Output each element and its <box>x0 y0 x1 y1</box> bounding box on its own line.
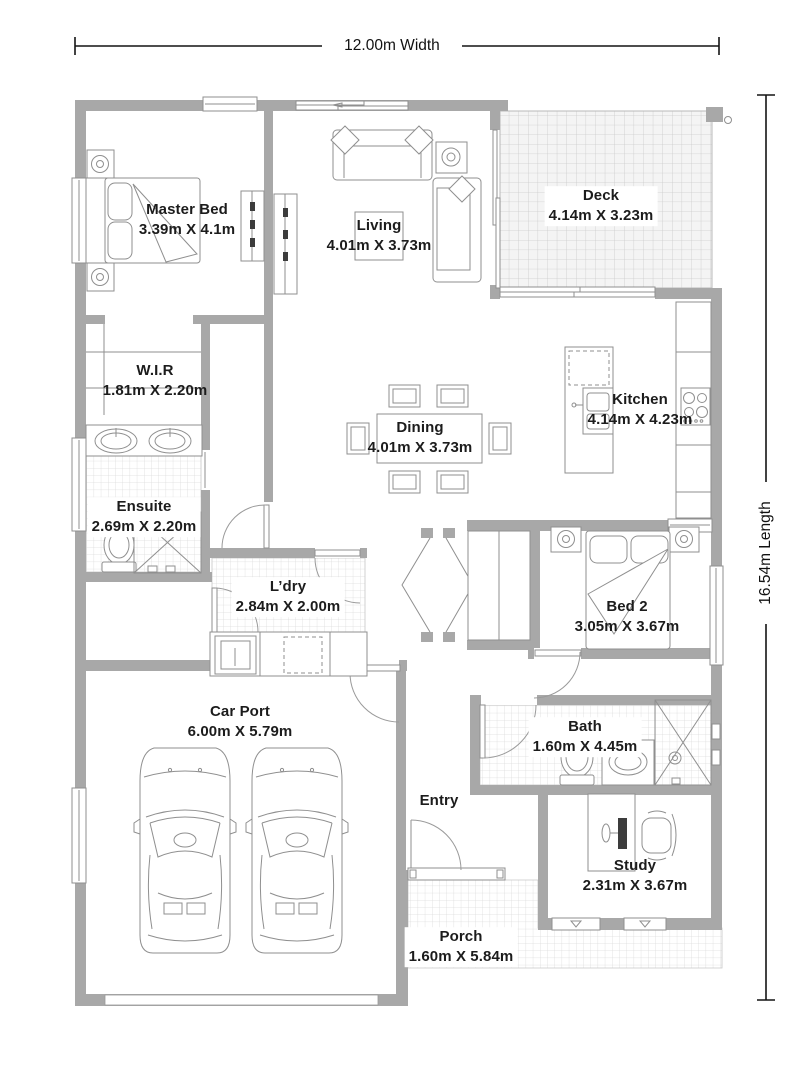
room-label-study: Study 2.31m X 3.67m <box>582 857 688 894</box>
room-label-ensuite: Ensuite 2.69m X 2.20m <box>88 497 201 537</box>
side-table <box>436 142 467 173</box>
linen-closet <box>468 531 530 640</box>
laundry-fixtures <box>210 632 367 676</box>
carport-cars <box>134 748 348 953</box>
room-label-kitchen: Kitchen 4.14m X 4.23m <box>587 391 693 428</box>
room-label-master-bed: Master Bed 3.39m X 4.1m <box>138 201 236 238</box>
room-label-porch: Porch 1.60m X 5.84m <box>405 927 518 967</box>
length-dimension-label: 16.54m Length <box>757 492 775 613</box>
room-label-dining: Dining 4.01m X 3.73m <box>367 419 473 456</box>
room-label-deck: Deck 4.14m X 3.23m <box>545 186 658 226</box>
room-label-wir: W.I.R 1.81m X 2.20m <box>102 362 208 399</box>
room-label-laundry: L’dry 2.84m X 2.00m <box>232 577 345 617</box>
study-chair <box>642 818 671 853</box>
room-label-living: Living 4.01m X 3.73m <box>326 217 432 254</box>
room-label-entry: Entry <box>419 792 459 810</box>
monitor <box>618 818 627 849</box>
room-label-bath: Bath 1.60m X 4.45m <box>529 717 642 757</box>
living-furniture <box>331 126 481 282</box>
width-dimension-label: 12.00m Width <box>335 37 449 55</box>
room-label-bed2: Bed 2 3.05m X 3.67m <box>574 598 680 635</box>
room-label-carport: Car Port 6.00m X 5.79m <box>187 703 293 740</box>
